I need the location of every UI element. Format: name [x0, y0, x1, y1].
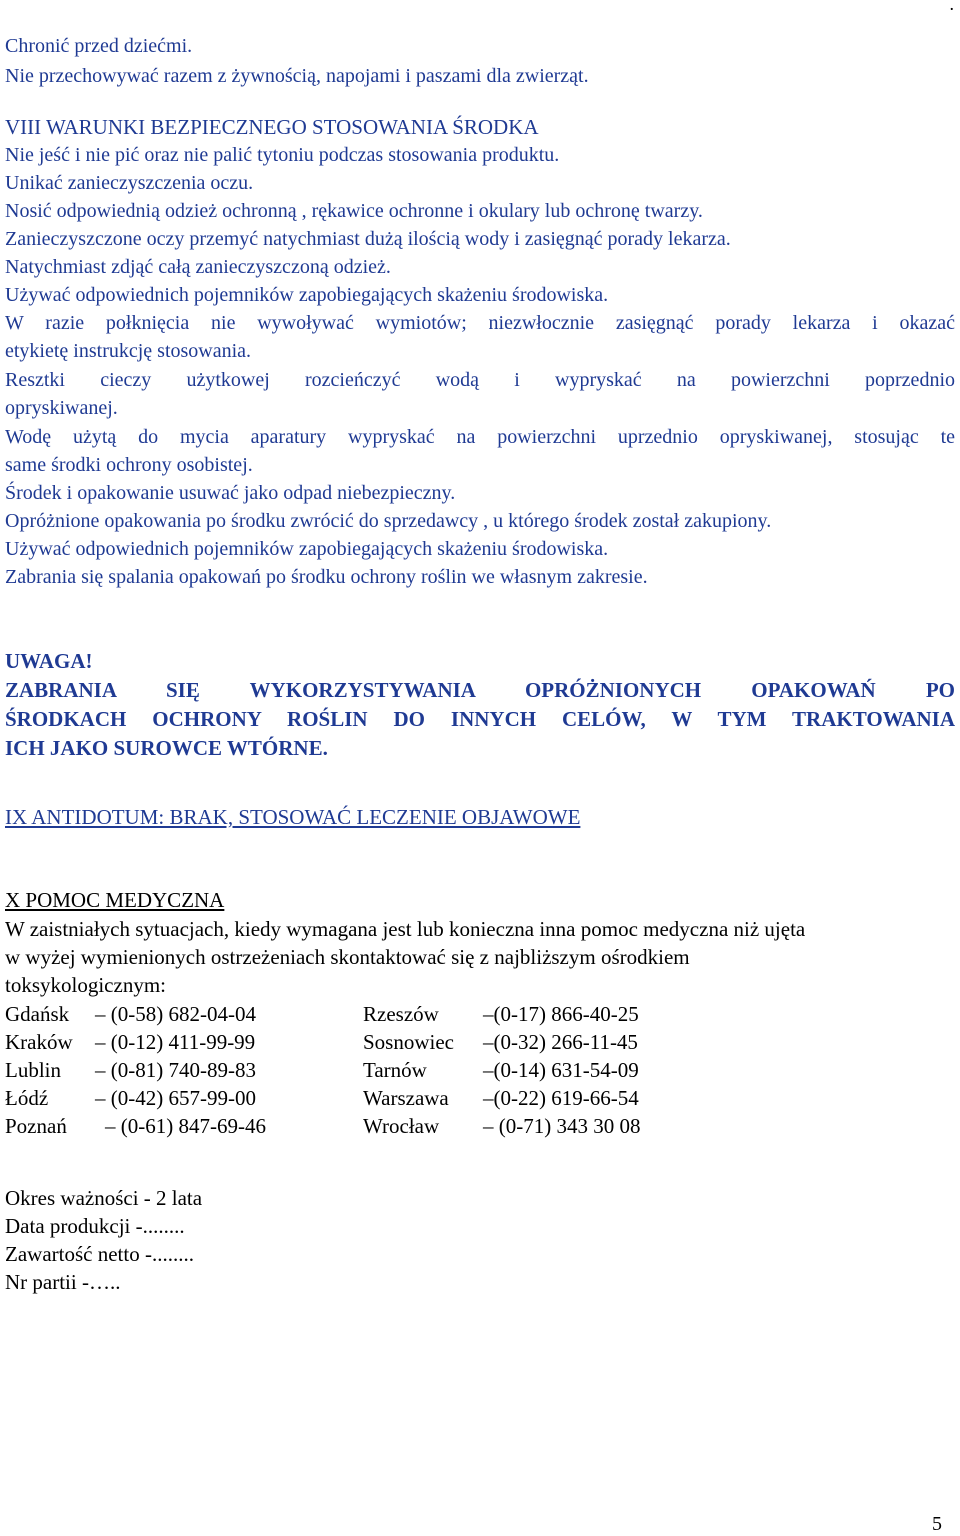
- net-content-line: Zawartość netto -........: [5, 1242, 194, 1266]
- text-line: same środki ochrony osobistej.: [5, 454, 253, 476]
- text-line: Nie przechowywać razem z żywnością, napojami i paszami dla zwierząt.: [5, 65, 589, 87]
- warning-line: ICH JAKO SUROWCE WTÓRNE.: [5, 736, 328, 760]
- text-line: Używać odpowiednich pojemników zapobiegających skażeniu środowiska.: [5, 538, 609, 560]
- city-name: Łódź: [5, 1086, 49, 1110]
- text-line: toksykologicznym:: [5, 973, 166, 997]
- city-name: Tarnów: [363, 1058, 427, 1082]
- text-line: w wyżej wymienionych ostrzeżeniach skontaktować się z najbliższym ośrodkiem: [5, 945, 690, 969]
- warning-line: ZABRANIA SIĘ WYKORZYSTYWANIA OPRÓŻNIONYCH OPAKOWAŃ PO: [5, 678, 955, 702]
- production-date-line: Data produkcji -........: [5, 1214, 185, 1238]
- text-line: Resztki cieczy użytkowej rozcieńczyć wodą i wypryskać na powierzchni poprzednio: [5, 369, 955, 391]
- section-ix-heading: IX ANTIDOTUM: BRAK, STOSOWAĆ LECZENIE OBJAWOWE: [5, 805, 581, 829]
- phone-number: –(0-17) 866-40-25: [483, 1002, 639, 1026]
- phone-number: – (0-71) 343 30 08: [483, 1114, 641, 1138]
- text-line: Zabrania się spalania opakowań po środku ochrony roślin we własnym zakresie.: [5, 566, 648, 588]
- city-name: Poznań: [5, 1114, 67, 1138]
- phone-number: – (0-12) 411-99-99: [95, 1030, 256, 1054]
- city-name: Wrocław: [363, 1114, 440, 1138]
- phone-number: – (0-42) 657-99-00: [95, 1086, 256, 1110]
- text-line: Nie jeść i nie pić oraz nie palić tytoniu podczas stosowania produktu.: [5, 144, 560, 166]
- text-line: etykietę instrukcję stosowania.: [5, 340, 252, 362]
- city-name: Kraków: [5, 1030, 73, 1054]
- section-viii-heading: VIII WARUNKI BEZPIECZNEGO STOSOWANIA ŚRODKA: [5, 115, 539, 139]
- warning-title: UWAGA!: [5, 649, 93, 673]
- text-line: W zaistniałych sytuacjach, kiedy wymagana jest lub konieczna inna pomoc medyczna niż ujęta: [5, 917, 806, 941]
- text-line: Wodę użytą do mycia aparatury wypryskać na powierzchni uprzednio opryskiwanej, stosując te: [5, 426, 955, 448]
- phone-number: – (0-61) 847-69-46: [105, 1114, 266, 1138]
- text-line: W razie połknięcia nie wywoływać wymiotów; niezwłocznie zasięgnąć porady lekarza i okazać: [5, 312, 955, 334]
- batch-number-line: Nr partii -…..: [5, 1270, 121, 1294]
- phone-number: – (0-81) 740-89-83: [95, 1058, 256, 1082]
- phone-number: –(0-32) 266-11-45: [483, 1030, 638, 1054]
- phone-number: –(0-14) 631-54-09: [483, 1058, 639, 1082]
- text-line: opryskiwanej.: [5, 397, 118, 419]
- text-line: Natychmiast zdjąć całą zanieczyszczoną odzież.: [5, 256, 391, 278]
- text-line: Środek i opakowanie usuwać jako odpad niebezpieczny.: [5, 482, 456, 504]
- text-line: Nosić odpowiednią odzież ochronną , rękawice ochronne i okulary lub ochronę twarzy.: [5, 200, 703, 222]
- phone-number: – (0-58) 682-04-04: [95, 1002, 256, 1026]
- text-line: Zanieczyszczone oczy przemyć natychmiast dużą ilością wody i zasięgnąć porady lekarza.: [5, 228, 731, 250]
- warning-line: ŚRODKACH OCHRONY ROŚLIN DO INNYCH CELÓW, W TYM TRAKTOWANIA: [5, 707, 955, 731]
- text-line: Używać odpowiednich pojemników zapobiegających skażeniu środowiska.: [5, 284, 609, 306]
- corner-mark: .: [949, 0, 954, 14]
- expiry-line: Okres ważności - 2 lata: [5, 1186, 203, 1210]
- page-number: 5: [932, 1513, 942, 1535]
- phone-number: –(0-22) 619-66-54: [483, 1086, 639, 1110]
- city-name: Warszawa: [363, 1086, 449, 1110]
- section-x-heading: X POMOC MEDYCZNA: [5, 888, 225, 912]
- city-name: Rzeszów: [363, 1002, 439, 1026]
- text-line: Opróżnione opakowania po środku zwrócić do sprzedawcy , u którego środek został zakupiony.: [5, 510, 772, 532]
- city-name: Lublin: [5, 1058, 61, 1082]
- city-name: Sosnowiec: [363, 1030, 454, 1054]
- text-line: Unikać zanieczyszczenia oczu.: [5, 172, 254, 194]
- city-name: Gdańsk: [5, 1002, 70, 1026]
- text-line: Chronić przed dziećmi.: [5, 35, 193, 57]
